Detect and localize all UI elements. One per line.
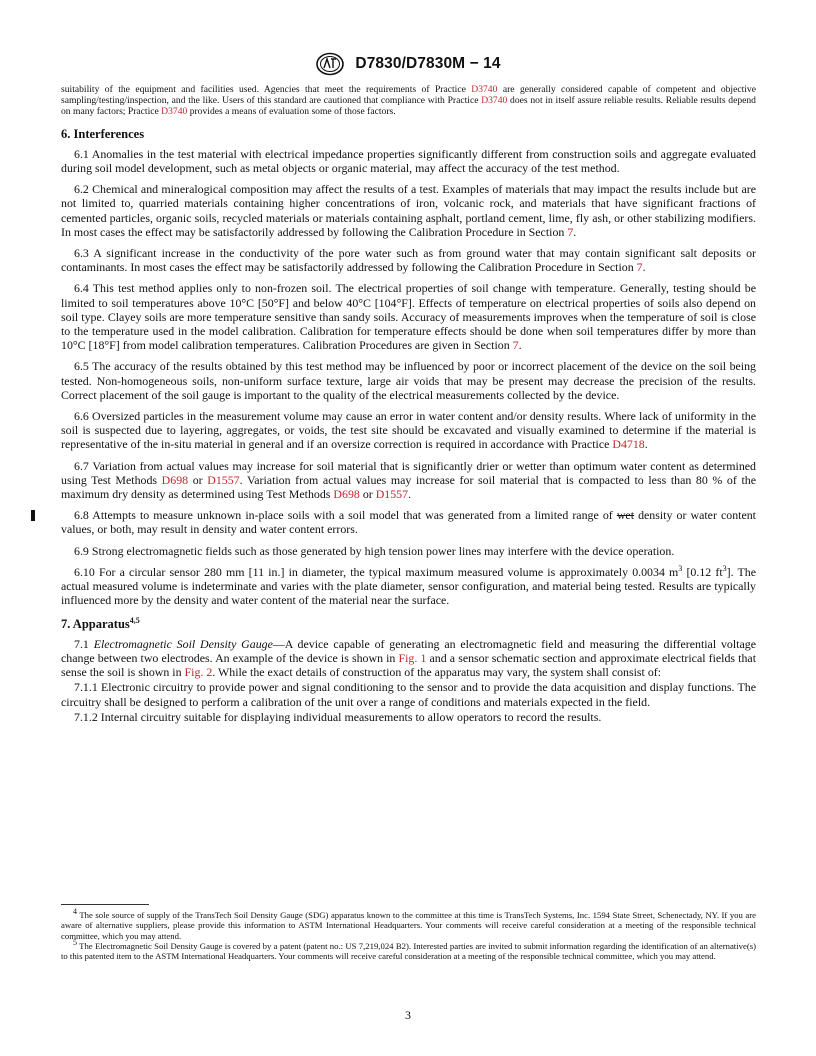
paragraph-6-7: 6.7 Variation from actual values may increase for soil material that is significantly drier or wetter than optimum water content as determined using Test Methods D698 or D1557. Variation from actual values may increase for soil material that is compacted to less than 80 % of the maximum dry density as determined using Test Methods D698 or D1557. xyxy=(61,458,756,502)
paragraph-7-1: 7.1 Electromagnetic Soil Density Gauge—A device capable of generating an electromagnetic field and measuring the differential voltage change between two electrodes. An example of the device is shown in Fig. 1 and a sensor schematic section and approximate electrical fields that sense the soil is shown in Fig. 2. While the exact details of construction of the apparatus may vary, the system shall consist of: xyxy=(61,636,756,680)
section-link[interactable]: 7 xyxy=(567,224,574,239)
reference-link[interactable]: D3740 xyxy=(481,95,508,107)
page-header xyxy=(0,52,816,76)
page-number: 3 xyxy=(405,1008,411,1022)
astm-logo-icon xyxy=(315,52,345,76)
paragraph-7-1-2: 7.1.2 Internal circuitry suitable for displaying individual measurements to allow operators to record the results. xyxy=(74,709,602,724)
reference-link[interactable]: D698 xyxy=(161,472,189,487)
paragraph-6-8: 6.8 Attempts to measure unknown in-place soils with a soil model that was generated from a limited range of wet density or water content values, or both, may result in density and water content errors. xyxy=(61,508,756,536)
reference-link[interactable]: D3740 xyxy=(161,106,188,118)
change-bar xyxy=(31,510,35,521)
section-link[interactable]: 7 xyxy=(512,338,519,353)
struck-text: wet xyxy=(616,508,634,523)
paragraph-6-5: 6.5 The accuracy of the results obtained by this test method may be influenced by poor or incorrect placement of the device on the soil being tested. Non-homogeneous soils, non-uniform surface texture, large air voids that may be present may decrease the precision of the results. Correct placement of the soil gauge is important to the quality of the electrical measurements collected by the device. xyxy=(61,359,756,402)
footnotes xyxy=(61,907,756,962)
footnote-4: $^4$ The sole source of supply of the TransTech Soil Density Gauge (SDG) apparatus known to the committee at this time is TransTech Systems, Inc. 1594 State Street, Schenectady, NY. If you are aware of alternative suppliers, please provide this information to ASTM International Headquarters. Your comments will receive careful consideration at a meeting of the responsible technical committee, which you may attend. xyxy=(61,907,756,941)
figure-link[interactable]: Fig. 1 xyxy=(398,650,427,665)
reference-link[interactable]: D1557 xyxy=(375,487,409,502)
paragraph-6-6: 6.6 Oversized particles in the measurement volume may cause an error in water content and/or density results. Where lack of uniformity in the soil is suspected due to layering, aggregates, or voids, the test site should be excavated and visually examined to determine if the material is representative of the in-situ material in general and if an oversize correction is required in accordance with Practice D4718. xyxy=(61,409,756,452)
figure-link[interactable]: Fig. 2 xyxy=(184,665,213,680)
intro-paragraph: suitability of the equipment and facilities used. Agencies that meet the requirements of Practice D3740 are generally considered capable of competent and objective sampling/testing/inspection, and the like. Users of this standard are cautioned that compliance with Practice D3740 does not in itself assure reliable results. Reliable results depend on many factors; Practice D3740 provides a means of evaluation some of those factors. xyxy=(61,84,756,118)
paragraph-6-9: 6.9 Strong electromagnetic fields such as those generated by high tension power lines may interfere with the device operation. xyxy=(74,543,675,558)
document-title: D7830/D7830M − 14 xyxy=(355,55,501,72)
footnote-5: $^5$ The Electromagnetic Soil Density Gauge is covered by a patent (patent no.: US 7,219,024 B2). Interested parties are invited to submit information regarding the identification of an alternative(s) to this patented item to the ASTM International Headquarters. Your comments will receive careful consideration at a meeting of the responsible technical committee, which you may attend. xyxy=(61,938,756,962)
paragraph-7-1-1: 7.1.1 Electronic circuitry to provide power and signal conditioning to the sensor and to provide the data acquisition and display functions. The circuitry shall be designed to perform a calibration of the unit over a range of conditions and materials expected in the field. xyxy=(61,680,756,709)
footnote-marker: 4,5 xyxy=(129,615,140,625)
reference-link[interactable]: D1557 xyxy=(207,472,240,487)
section-heading-interferences: 6. Interferences xyxy=(61,126,145,141)
paragraph-6-3: 6.3 A significant increase in the conductivity of the pore water such as from ground water that may contain significant salt deposits or contaminants. In most cases the effect may be satisfactorily addressed by following the Calibration Procedure in Section 7. xyxy=(61,246,756,275)
reference-link[interactable]: D698 xyxy=(333,487,360,502)
paragraph-6-10: 6.10 For a circular sensor 280 mm [11 in.] in diameter, the typical maximum measured volume is approximately 0.0034 $m^3$ [0.12 $ft^3$]. The actual measured volume is indeterminate and varies with the plate diameter, sensor configuration, and material being tested. Results are typically influenced more by the density and water content of the material near the surface. xyxy=(61,563,756,608)
paragraph-6-4: 6.4 This test method applies only to non-frozen soil. The electrical properties of soil change with temperature. Generally, testing should be limited to soil temperatures above 10°C [50°F] and below 40°C [104°F]. Effects of temperature on electrical properties of soils also depend on soil type. Clayey soils are more temperature sensitive than sandy soils. Accuracy of measurements improves when the temperature of soil is close to the temperature used in the model calibration. Calibration for temperature effects should be done when soil temperatures differ by more than 10°C [18°F] from model calibration temperatures. Calibration Procedures are given in Section 7. xyxy=(61,281,756,353)
paragraph-6-2: 6.2 Chemical and mineralogical composition may affect the results of a test. Examples of materials that may impact the results include but are not limited to, quarried materials containing higher concentrations of iron, volcanic rock, and materials that have significant fractions of cemented particles, organic soils, recycled materials or materials containing asphalt, portland cement, lime, fly ash, or other stabilizing modifiers. In most cases the effect may be satisfactorily addressed by following the Calibration Procedure in Section 7. xyxy=(61,182,756,239)
footnote-divider xyxy=(61,904,149,905)
section-heading-apparatus: 7. Apparatus$^{4,5}$ xyxy=(61,615,140,631)
page-body xyxy=(61,84,756,725)
reference-link[interactable]: D4718 xyxy=(612,437,645,452)
paragraph-6-1: 6.1 Anomalies in the test material with electrical impedance properties significantly different from construction soils and aggregate evaluated during soil model development, such as metal objects or organic material, may affect the accuracy of the test method. xyxy=(61,146,756,176)
section-link[interactable]: 7 xyxy=(636,260,643,275)
reference-link[interactable]: D3740 xyxy=(471,84,498,95)
